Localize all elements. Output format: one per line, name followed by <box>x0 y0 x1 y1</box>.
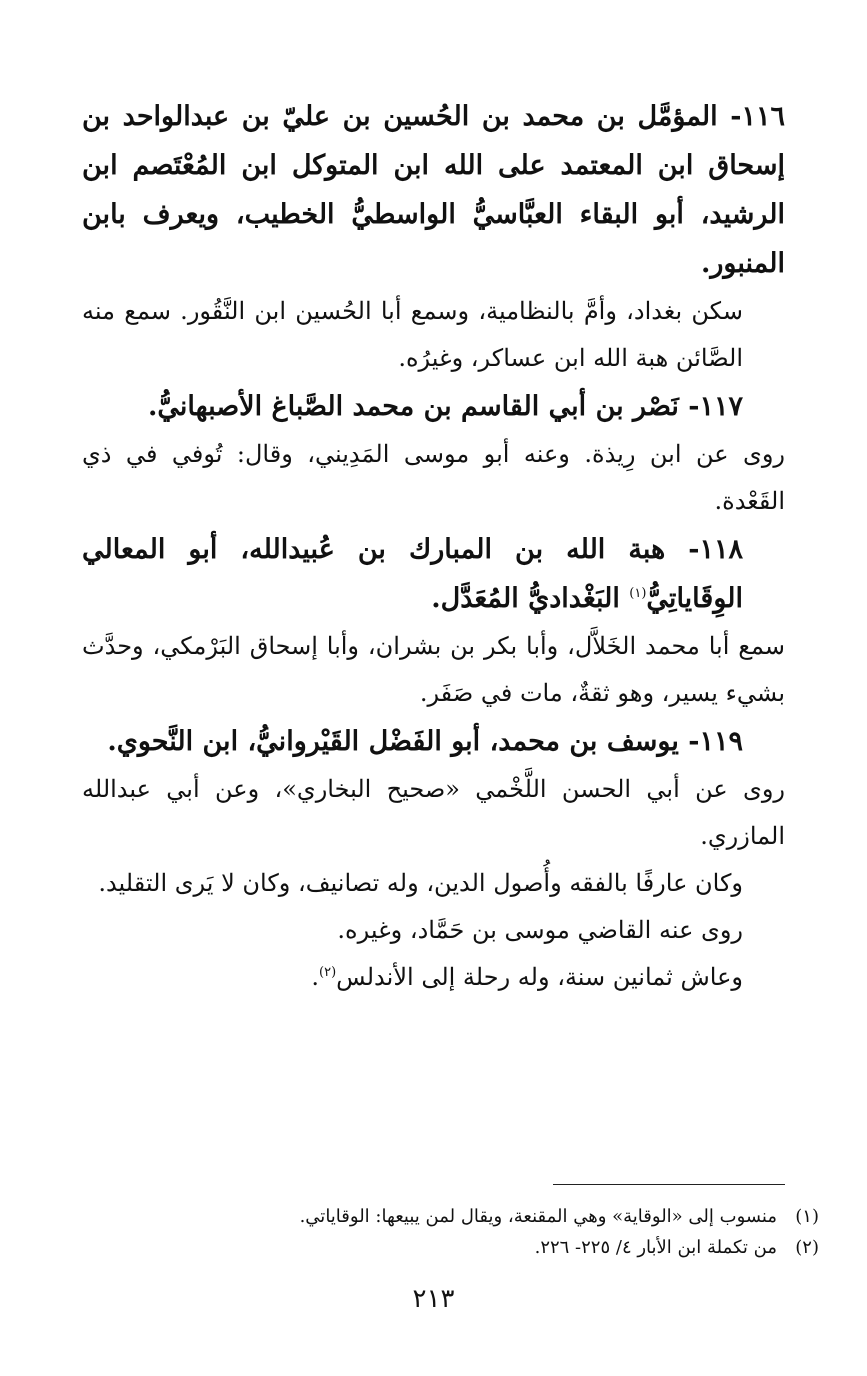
page-number: ٢١٣ <box>412 1284 455 1314</box>
footnote-2-mark: (٢) <box>795 1237 819 1258</box>
entry-119-last-line-end: . <box>311 963 319 991</box>
entry-117-heading: ١١٧- نَصْر بن أبي القاسم بن محمد الصَّباغ الأصبهانيُّ. <box>148 391 743 422</box>
main-text <box>82 92 785 1001</box>
entry-119-body-4 <box>82 954 785 1001</box>
entry-119-body: روى عن أبي الحسن اللَّخْمي «صحيح البخاري»، وعن أبي عبدالله المازري. <box>82 775 785 850</box>
entry-119-body-2: وكان عارفًا بالفقه وأُصول الدين، وله تصانيف، وكان لا يَرى التقليد. <box>98 869 743 897</box>
footnote-divider <box>553 1184 785 1185</box>
footnote-ref-1: (١) <box>629 586 647 601</box>
entry-118-heading-cont: البَغْداديُّ المُعَدَّل. <box>431 583 630 614</box>
footnote-1-mark: (١) <box>795 1206 819 1227</box>
footnote-1-text: منسوب إلى «الوقاية» وهي المقنعة، ويقال لمن يبيعها: الوقاياتي. <box>299 1206 777 1227</box>
footnotes <box>82 1201 819 1263</box>
entry-119-heading: ١١٩- يوسف بن محمد، أبو الفَضْل القَيْروانيُّ، ابن النَّحوي. <box>107 726 743 757</box>
entry-116-body: سكن بغداد، وأمَّ بالنظامية، وسمع أبا الحُسين ابن النَّقُور. سمع منه الصَّائن هبة الله ابن عساكر، وغيرُه. <box>82 297 743 372</box>
footnote-2 <box>82 1232 819 1263</box>
entry-119-body-3: روى عنه القاضي موسى بن حَمَّاد، وغيره. <box>337 916 743 944</box>
entry-117-body: روى عن ابن رِيذة. وعنه أبو موسى المَدِيني، وقال: تُوفي في ذي القَعْدة. <box>82 440 785 515</box>
entry-118-heading <box>82 525 785 623</box>
entry-118-body: سمع أبا محمد الخَلاَّل، وأبا بكر بن بشران، وأبا إسحاق البَرْمكي، وحدَّث بشيء يسير، وهو ثقةٌ، مات في صَفَر. <box>82 632 785 707</box>
footnote-2-text: من تكملة ابن الأبار ٤/ ٢٢٥- ٢٢٦. <box>534 1237 777 1258</box>
entry-119-last-line: وعاش ثمانين سنة، وله رحلة إلى الأندلس <box>336 963 743 991</box>
footnote-1 <box>82 1201 819 1232</box>
entry-118-heading-text: ١١٨- هبة الله بن المبارك بن عُبيدالله، أبو المعالي الوِقَاياتِيُّ <box>82 534 743 614</box>
footnote-ref-2: (٢) <box>319 965 337 980</box>
entry-116-heading: ١١٦- المؤمَّل بن محمد بن الحُسين بن عليّ بن عبدالواحد بن إسحاق ابن المعتمد على الله ابن المتوكل ابن المُعْتَصم ابن الرشيد، أبو البقاء العبَّاسيُّ الواسطيُّ الخطيب، ويعرف بابن المنبور. <box>82 101 785 279</box>
